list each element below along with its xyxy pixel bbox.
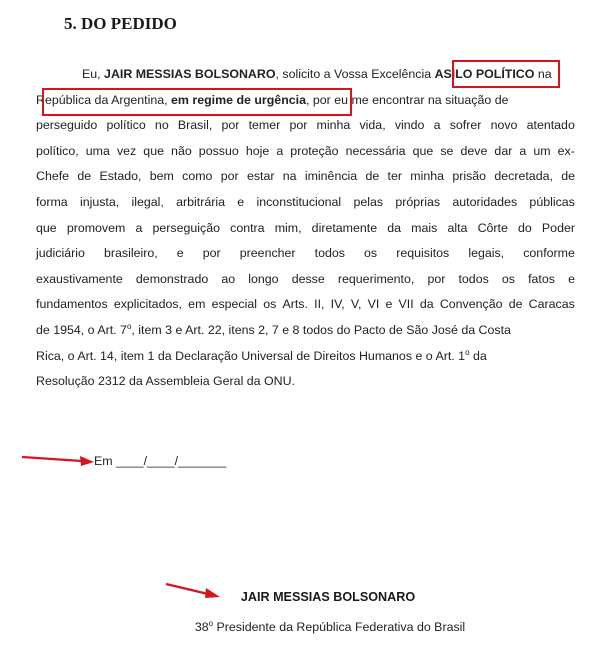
word: arbitrária — [176, 194, 226, 209]
word: promovem — [66, 220, 126, 235]
text-run: Rica, o Art. 14, item 1 da Declaração Universal de Direitos Humanos e o Art. 1 — [36, 348, 466, 363]
word: de — [508, 297, 523, 312]
paragraph-line-4 — [36, 139, 575, 165]
word: os — [364, 246, 378, 261]
word: Convenção — [439, 297, 503, 312]
word: conforme — [523, 246, 575, 261]
word: por — [221, 118, 240, 133]
word: e — [568, 271, 575, 286]
word: uma — [85, 143, 110, 158]
word: a — [433, 118, 441, 133]
word: político — [106, 118, 146, 133]
word: possuo — [198, 143, 239, 158]
word: e — [176, 246, 184, 261]
word: do — [518, 220, 532, 235]
word: por — [289, 118, 308, 133]
word: proteção — [290, 143, 339, 158]
word: prisão — [452, 169, 487, 184]
text-run: Eu, — [82, 67, 105, 81]
paragraph-line-3 — [36, 113, 575, 139]
word: por — [220, 169, 239, 184]
word: a — [135, 220, 143, 235]
word: fundamentos — [36, 297, 108, 312]
paragraph-line-2 — [36, 88, 575, 114]
arrow-icon-date — [20, 451, 100, 471]
word: atentado — [526, 118, 575, 133]
text-run: , solicito a Vossa Excelência — [275, 67, 435, 81]
word: iminência — [304, 169, 358, 184]
paragraph-line-5 — [36, 164, 575, 190]
word: se — [440, 143, 454, 158]
word: inconstitucional — [256, 194, 342, 209]
text-run: 38 — [194, 620, 209, 634]
word: ex- — [557, 143, 575, 158]
word: judiciário — [36, 246, 85, 261]
word: perseguido — [36, 118, 98, 133]
word: públicas — [529, 194, 575, 209]
word: ilegal, — [131, 194, 164, 209]
paragraph-line-12 — [36, 344, 575, 370]
word: minha — [316, 118, 351, 133]
paragraph-line-7 — [36, 216, 575, 242]
word: por — [427, 271, 446, 286]
word: que — [36, 220, 57, 235]
word: vida, — [359, 118, 386, 133]
word: perseguição — [152, 220, 221, 235]
text-run: da — [469, 348, 487, 363]
word: os — [501, 271, 515, 286]
word: IV, — [330, 297, 345, 312]
text-run: , por eu me encontrar na situação de — [306, 92, 509, 107]
word: especial — [211, 297, 258, 312]
word: mais — [411, 220, 438, 235]
word: forma — [36, 194, 68, 209]
word: Estado, — [99, 169, 142, 184]
word: bem — [149, 169, 174, 184]
word: de — [561, 169, 575, 184]
text-run: de 1954, o Art. 7 — [36, 322, 127, 337]
ordinal-sup: o — [208, 619, 214, 628]
paragraph-line-11 — [36, 318, 575, 344]
word: Caracas — [528, 297, 575, 312]
word: contra — [230, 220, 265, 235]
word: no — [154, 118, 169, 133]
word: brasileiro, — [103, 246, 158, 261]
word: por — [202, 246, 221, 261]
word: hoje — [245, 143, 270, 158]
word: alta — [447, 220, 468, 235]
ordinal-sup: o — [465, 347, 470, 357]
paragraph-line-1 — [36, 62, 575, 88]
word: temer — [248, 118, 281, 133]
word: Chefe — [36, 169, 70, 184]
word: mim, — [274, 220, 302, 235]
urgency-phrase: em regime de urgência — [171, 92, 306, 107]
request-paragraph — [36, 62, 575, 395]
word: legais, — [468, 246, 505, 261]
petitioner-name: JAIR MESSIAS BOLSONARO — [104, 67, 276, 81]
word: injusta, — [79, 194, 120, 209]
word: preencher — [239, 246, 296, 261]
word: ter — [387, 169, 403, 184]
word: a — [519, 143, 527, 158]
word: dar — [494, 143, 513, 158]
word: novo — [490, 118, 518, 133]
word: fatos — [528, 271, 555, 286]
word: vez — [116, 143, 137, 158]
word: de — [365, 169, 380, 184]
word: próprias — [395, 194, 441, 209]
word: desse — [291, 271, 325, 286]
word: os — [263, 297, 277, 312]
word: decretada, — [494, 169, 553, 184]
word: um — [533, 143, 551, 158]
paragraph-line-9 — [36, 267, 575, 293]
text-run: na — [534, 67, 552, 81]
paragraph-line-13: Resolução 2312 da Assembleia Geral da ONU. — [36, 374, 295, 389]
word: da — [387, 220, 402, 235]
word: diretamente — [311, 220, 378, 235]
word: todos — [314, 246, 345, 261]
signer-name: JAIR MESSIAS BOLSONARO — [240, 590, 416, 604]
word: exaustivamente — [36, 271, 123, 286]
word: sofrer — [449, 118, 482, 133]
asylum-phrase: ASILO POLÍTICO — [434, 67, 535, 81]
word: VII — [398, 297, 414, 312]
word: autoridades — [452, 194, 518, 209]
word: da — [419, 297, 434, 312]
text-run: Presidente da República Federativa do Brasil — [213, 620, 466, 634]
word: Arts. — [282, 297, 308, 312]
text-run: , item 3 e Art. 22, itens 2, 7 e 8 todos do Pacto de São José da Costa — [131, 322, 511, 337]
paragraph-line-8 — [36, 241, 575, 267]
word: Côrte — [477, 220, 508, 235]
word: VI — [367, 297, 380, 312]
word: que — [143, 143, 164, 158]
ordinal-sup: o — [126, 321, 132, 331]
paragraph-line-6 — [36, 190, 575, 216]
word: político, — [36, 143, 79, 158]
word: a — [276, 143, 284, 158]
section-heading: 5. DO PEDIDO — [64, 14, 177, 33]
word: pelas — [353, 194, 384, 209]
word: como — [182, 169, 213, 184]
word: todos — [458, 271, 489, 286]
word: de — [77, 169, 92, 184]
word: e — [385, 297, 393, 312]
word: não — [171, 143, 192, 158]
word: que — [412, 143, 434, 158]
word: explicitados, — [113, 297, 182, 312]
word: demonstrado — [135, 271, 209, 286]
word: deve — [460, 143, 488, 158]
word: vindo — [394, 118, 425, 133]
word: em — [188, 297, 206, 312]
word: Brasil, — [177, 118, 213, 133]
word: II, — [314, 297, 325, 312]
date-line: Em ____/____/_______ — [94, 454, 227, 468]
word: estar — [246, 169, 275, 184]
word: e — [237, 194, 245, 209]
paragraph-line-10 — [36, 292, 575, 318]
word: minha — [410, 169, 445, 184]
word: V, — [350, 297, 362, 312]
word: ao — [221, 271, 236, 286]
word: longo — [248, 271, 279, 286]
word: Poder — [541, 220, 575, 235]
word: necessária — [345, 143, 406, 158]
signer-title — [28, 620, 604, 634]
word: requisitos — [396, 246, 450, 261]
word: na — [282, 169, 297, 184]
word: requerimento, — [337, 271, 415, 286]
text-run: República da Argentina, — [36, 92, 172, 107]
